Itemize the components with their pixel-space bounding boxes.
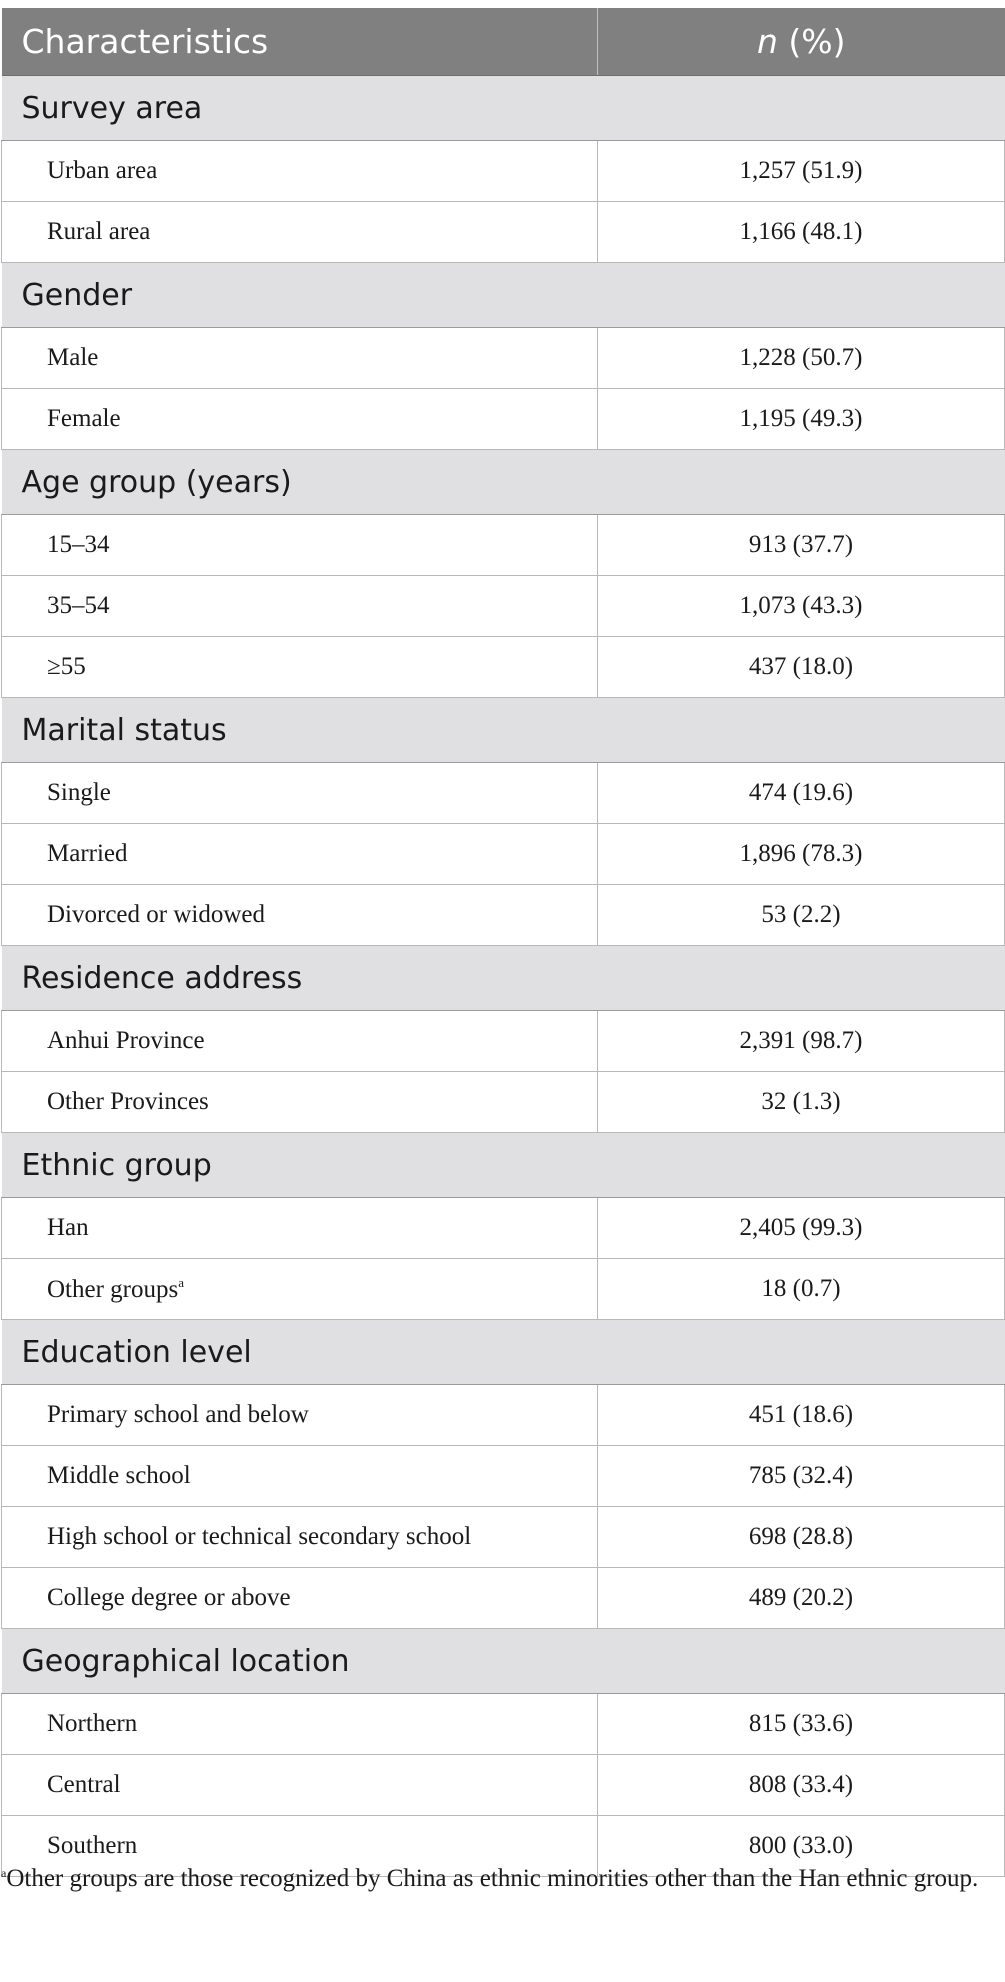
table-row <box>2 1072 1005 1133</box>
row-value: 474 (19.6) <box>598 763 1005 824</box>
row-value: 1,257 (51.9) <box>598 141 1005 202</box>
row-label: Anhui Province <box>47 1027 205 1054</box>
table-row <box>2 637 1005 698</box>
table-row <box>2 1755 1005 1816</box>
header-percent: (%) <box>777 22 846 61</box>
table-container <box>1 8 1004 1877</box>
row-value: 2,391 (98.7) <box>598 1011 1005 1072</box>
section-header-row <box>2 450 1005 515</box>
row-label-cell <box>2 1011 598 1072</box>
row-value: 2,405 (99.3) <box>598 1198 1005 1259</box>
row-label: Other Provinces <box>47 1088 209 1115</box>
section-header-row <box>2 946 1005 1011</box>
row-value: 1,166 (48.1) <box>598 202 1005 263</box>
row-label: College degree or above <box>47 1584 291 1611</box>
characteristics-table <box>1 8 1005 1877</box>
row-label: Urban area <box>47 157 158 184</box>
table-row <box>2 141 1005 202</box>
row-value: 698 (28.8) <box>598 1507 1005 1568</box>
table-row <box>2 1198 1005 1259</box>
row-value: 1,073 (43.3) <box>598 576 1005 637</box>
row-label-cell <box>2 1198 598 1259</box>
row-label-cell <box>2 1755 598 1816</box>
table-row <box>2 202 1005 263</box>
table-row <box>2 1507 1005 1568</box>
row-value: 808 (33.4) <box>598 1755 1005 1816</box>
row-value: 1,228 (50.7) <box>598 328 1005 389</box>
table-row <box>2 824 1005 885</box>
section-header-row <box>2 1629 1005 1694</box>
table-row <box>2 389 1005 450</box>
row-label: High school or technical secondary school <box>47 1523 472 1550</box>
row-label-cell <box>2 1385 598 1446</box>
row-label: Central <box>47 1771 121 1798</box>
row-label: Female <box>47 405 121 432</box>
section-title: Age group (years) <box>2 450 1005 515</box>
row-label: 15–34 <box>47 531 110 558</box>
row-label: Male <box>47 344 99 371</box>
header-n-percent <box>598 8 1005 76</box>
section-header-row <box>2 263 1005 328</box>
table-row <box>2 1694 1005 1755</box>
footnote-marker: a <box>1 1866 7 1880</box>
row-label: Northern <box>47 1710 138 1737</box>
row-label-cell <box>2 202 598 263</box>
table-row <box>2 1446 1005 1507</box>
row-label-cell <box>2 1446 598 1507</box>
table-header-row <box>2 8 1005 76</box>
row-value: 1,896 (78.3) <box>598 824 1005 885</box>
section-title: Education level <box>2 1320 1005 1385</box>
row-value: 53 (2.2) <box>598 885 1005 946</box>
table-body <box>2 76 1005 1877</box>
section-title: Marital status <box>2 698 1005 763</box>
row-label: Middle school <box>47 1462 191 1489</box>
row-value: 451 (18.6) <box>598 1385 1005 1446</box>
footnote-text: Other groups are those recognized by China as ethnic minorities other than the Han ethnic group. <box>6 1865 979 1892</box>
row-value: 913 (37.7) <box>598 515 1005 576</box>
row-label-cell <box>2 885 598 946</box>
table-row <box>2 1259 1005 1320</box>
row-label: Single <box>47 779 111 806</box>
row-label: Han <box>47 1214 89 1241</box>
section-title: Survey area <box>2 76 1005 141</box>
row-label-cell <box>2 1568 598 1629</box>
table-row <box>2 1011 1005 1072</box>
section-title: Ethnic group <box>2 1133 1005 1198</box>
row-value: 800 (33.0) <box>598 1816 1005 1877</box>
row-label-cell <box>2 763 598 824</box>
table-row <box>2 1568 1005 1629</box>
section-header-row <box>2 76 1005 141</box>
section-header-row <box>2 698 1005 763</box>
row-value: 32 (1.3) <box>598 1072 1005 1133</box>
row-label-cell <box>2 824 598 885</box>
section-title: Residence address <box>2 946 1005 1011</box>
row-value: 437 (18.0) <box>598 637 1005 698</box>
section-title: Geographical location <box>2 1629 1005 1694</box>
row-label-cell <box>2 1259 598 1320</box>
row-label-cell <box>2 1072 598 1133</box>
row-label-superscript: a <box>178 1274 185 1290</box>
row-label-cell <box>2 637 598 698</box>
row-value: 785 (32.4) <box>598 1446 1005 1507</box>
table-row <box>2 1385 1005 1446</box>
row-value: 815 (33.6) <box>598 1694 1005 1755</box>
row-label: Married <box>47 840 128 867</box>
table-row <box>2 328 1005 389</box>
section-header-row <box>2 1133 1005 1198</box>
row-value: 18 (0.7) <box>598 1259 1005 1320</box>
row-label: Primary school and below <box>47 1401 309 1428</box>
row-value: 1,195 (49.3) <box>598 389 1005 450</box>
row-label: 35–54 <box>47 592 110 619</box>
section-title: Gender <box>2 263 1005 328</box>
row-label: Other groups <box>47 1275 179 1303</box>
table-row <box>2 763 1005 824</box>
section-header-row <box>2 1320 1005 1385</box>
table-row <box>2 515 1005 576</box>
table-footnote <box>1 1862 999 1896</box>
row-label: Southern <box>47 1832 138 1859</box>
row-label-cell <box>2 389 598 450</box>
header-characteristics: Characteristics <box>2 8 598 76</box>
row-label-cell <box>2 1694 598 1755</box>
row-label-cell <box>2 1507 598 1568</box>
row-label: ≥55 <box>47 653 86 680</box>
table-row <box>2 885 1005 946</box>
row-label-cell <box>2 328 598 389</box>
row-label: Rural area <box>47 218 151 245</box>
table-row <box>2 576 1005 637</box>
row-value: 489 (20.2) <box>598 1568 1005 1629</box>
row-label-cell <box>2 515 598 576</box>
row-label-cell <box>2 576 598 637</box>
row-label-cell <box>2 141 598 202</box>
row-label: Divorced or widowed <box>47 901 265 928</box>
header-n: n <box>756 22 778 61</box>
